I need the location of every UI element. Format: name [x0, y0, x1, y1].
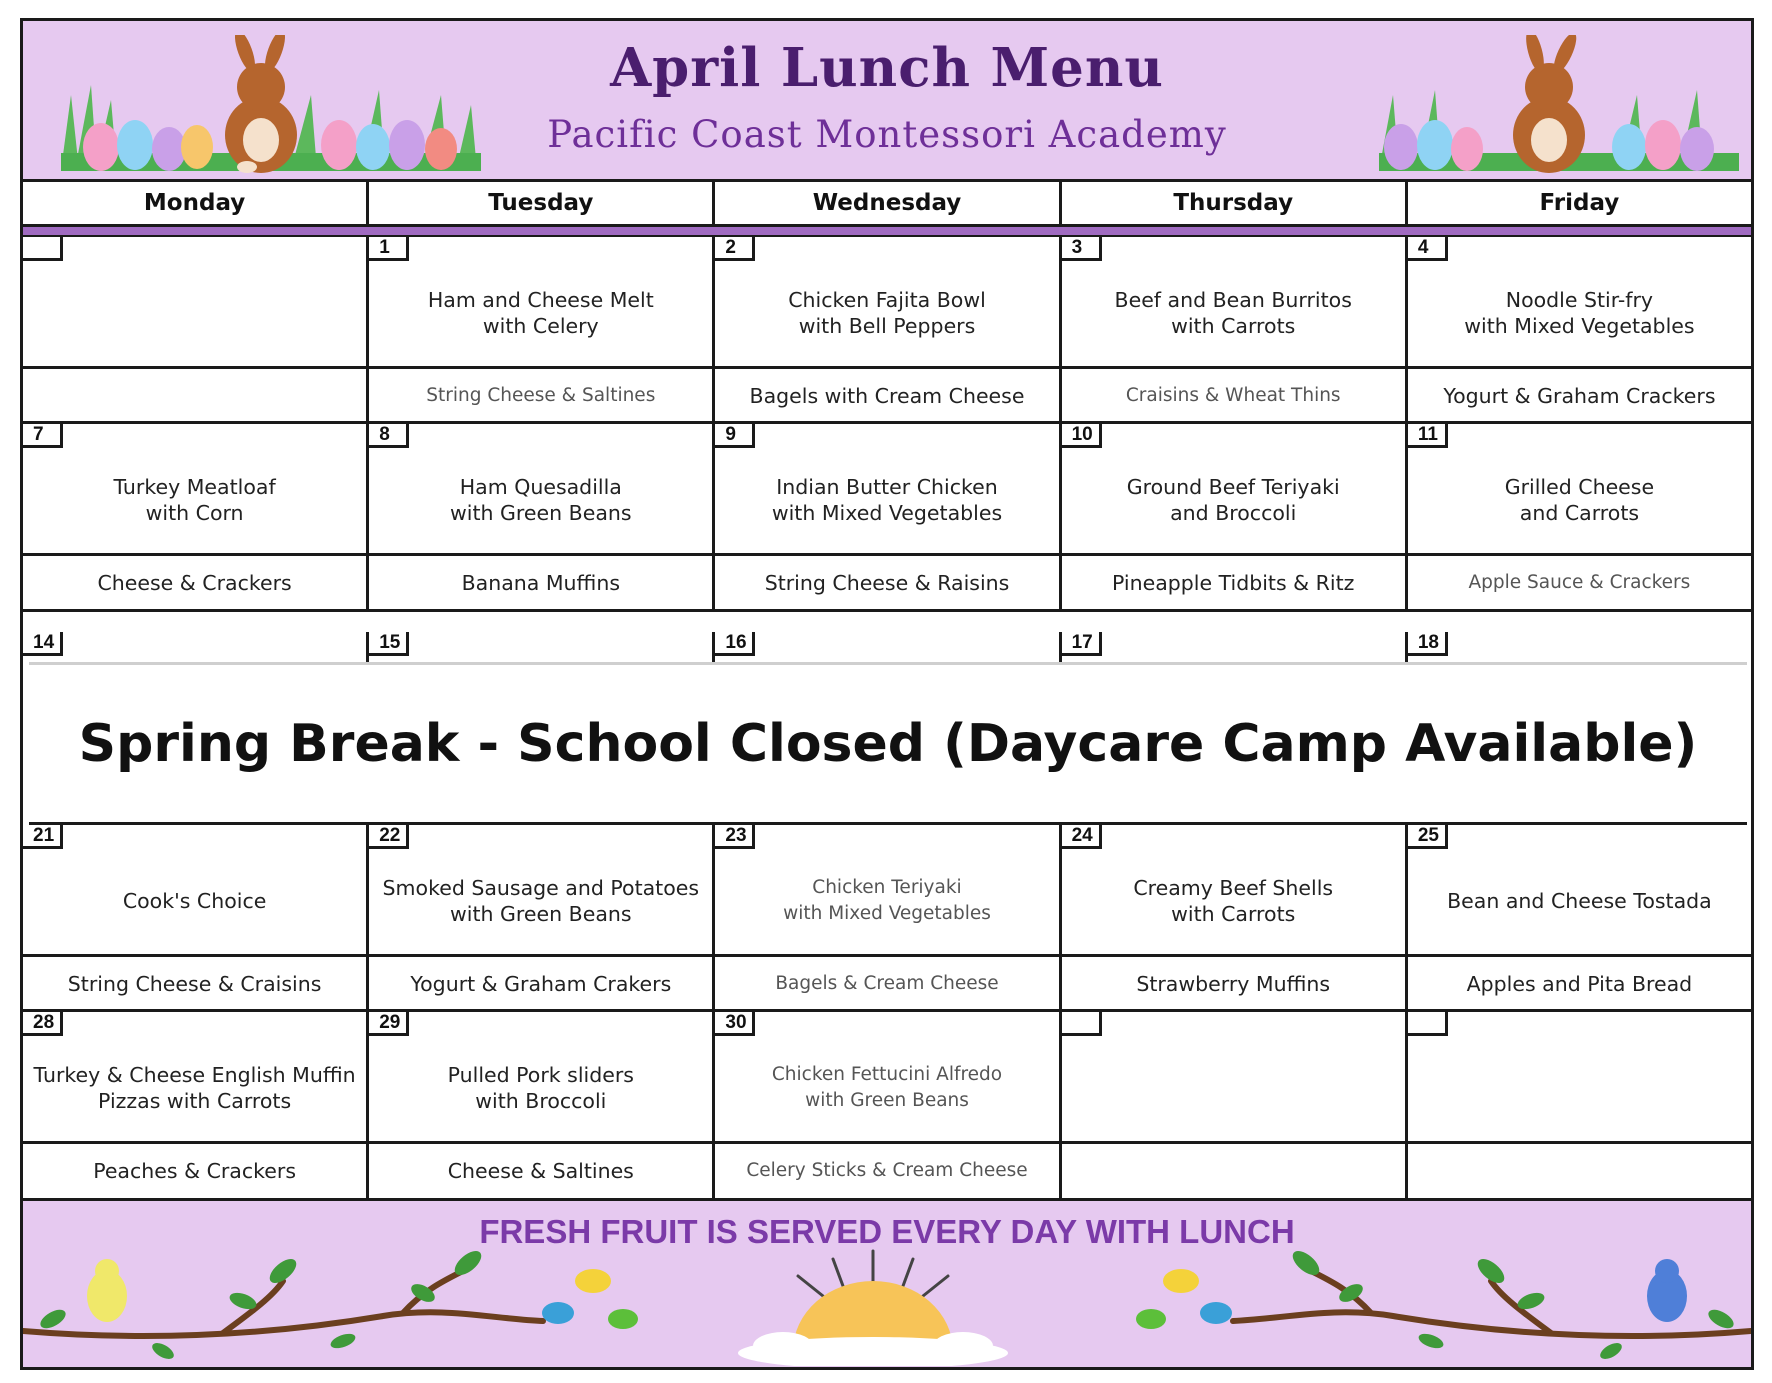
snack-item: Strawberry Muffins: [1136, 971, 1331, 996]
day-cell: [715, 237, 1061, 421]
lunch-item: Indian Butter Chicken with Mixed Vegetables: [715, 424, 1058, 556]
snack-item: Apple Sauce & Crackers: [1468, 572, 1691, 593]
lunch-item: Ham and Cheese Melt with Celery: [369, 237, 712, 369]
lunch-item: Chicken Fajita Bowl with Bell Peppers: [715, 237, 1058, 369]
date-number: [23, 237, 63, 261]
week-row-2: [23, 424, 1751, 612]
lunch-item: Beef and Bean Burritos with Carrots: [1062, 237, 1405, 369]
snack-item: Pineapple Tidbits & Ritz: [1112, 570, 1355, 595]
weekday-header-wednesday: Wednesday: [715, 182, 1061, 224]
menu-frame: [20, 18, 1754, 1370]
weekday-header-tuesday: Tuesday: [369, 182, 715, 224]
week-row-1: [23, 237, 1751, 424]
date-number: 18: [1408, 632, 1448, 656]
snack-item: Yogurt & Graham Crakers: [410, 971, 672, 996]
snack-item: Bagels & Cream Cheese: [775, 973, 999, 994]
lunch-item: [23, 237, 366, 369]
date-number: 24: [1062, 825, 1102, 849]
snack-item: Banana Muffins: [461, 570, 621, 595]
lunch-item: Chicken Fettucini Alfredo with Green Beans: [715, 1012, 1058, 1144]
lunch-item: Turkey & Cheese English Muffin Pizzas with Carrots: [23, 1012, 366, 1144]
date-number: 21: [23, 825, 63, 849]
lunch-item: Chicken Teriyaki with Mixed Vegetables: [715, 825, 1058, 957]
lunch-item: Noodle Stir-fry with Mixed Vegetables: [1408, 237, 1751, 369]
weekday-header-monday: Monday: [23, 182, 369, 224]
date-number: 8: [369, 424, 409, 448]
day-cell: [1062, 825, 1408, 1009]
day-cell: [1408, 237, 1751, 421]
school-name: Pacific Coast Montessori Academy: [547, 113, 1227, 156]
snack-item: String Cheese & Raisins: [764, 570, 1010, 595]
day-cell: [1408, 1012, 1751, 1198]
date-number: 23: [715, 825, 755, 849]
day-cell: [1062, 237, 1408, 421]
snack-item: Craisins & Wheat Thins: [1125, 385, 1341, 406]
date-number: [1062, 1012, 1102, 1036]
snack-item: String Cheese & Saltines: [426, 385, 656, 406]
snack-item: Bagels with Cream Cheese: [749, 383, 1025, 408]
lunch-item: Ground Beef Teriyaki and Broccoli: [1062, 424, 1405, 556]
lunch-item: Pulled Pork sliders with Broccoli: [369, 1012, 712, 1144]
date-number: 4: [1408, 237, 1448, 261]
snack-item: String Cheese & Craisins: [67, 971, 322, 996]
snack-item: Apples and Pita Bread: [1466, 971, 1693, 996]
fresh-fruit-notice: FRESH FRUIT IS SERVED EVERY DAY WITH LUNCH: [479, 1213, 1295, 1250]
day-cell: [23, 825, 369, 1009]
page-title: April Lunch Menu: [610, 37, 1164, 99]
day-cell: [369, 1012, 715, 1198]
date-number: [1408, 1012, 1448, 1036]
snack-item: Cheese & Saltines: [447, 1158, 634, 1183]
day-cell: [23, 1012, 369, 1198]
day-cell: [1408, 424, 1751, 609]
snack-item: Peaches & Crackers: [93, 1158, 297, 1183]
day-cell: [369, 237, 715, 421]
lunch-item: [1062, 1012, 1405, 1144]
date-number: 28: [23, 1012, 63, 1036]
weekday-header-friday: Friday: [1539, 190, 1620, 216]
weekday-header-thursday: Thursday: [1062, 182, 1408, 224]
spring-break-notice: Spring Break - School Closed (Daycare Camp Available): [29, 662, 1747, 825]
date-number: 1: [369, 237, 409, 261]
day-cell: [715, 1012, 1061, 1198]
snack-item: [23, 369, 366, 422]
date-number: 22: [369, 825, 409, 849]
lunch-item: Cook's Choice: [23, 825, 366, 957]
lunch-item: Creamy Beef Shells with Carrots: [1062, 825, 1405, 957]
day-cell: [23, 237, 369, 421]
snack-item: Celery Sticks & Cream Cheese: [746, 1160, 1028, 1181]
lunch-item: Smoked Sausage and Potatoes with Green Beans: [369, 825, 712, 957]
date-number: 16: [715, 632, 755, 656]
day-cell: [1062, 424, 1408, 609]
lunch-item: Bean and Cheese Tostada: [1408, 825, 1751, 957]
lunch-item: Turkey Meatloaf with Corn: [23, 424, 366, 556]
date-number: 15: [369, 632, 409, 656]
day-cell: [715, 424, 1061, 609]
day-cell: [1062, 1012, 1408, 1198]
lunch-item: Grilled Cheese and Carrots: [1408, 424, 1751, 556]
week-row-4: [23, 825, 1751, 1012]
date-number: 25: [1408, 825, 1448, 849]
date-number: 9: [715, 424, 755, 448]
snack-item: Cheese & Crackers: [97, 570, 292, 595]
birds-sun-illustration: [23, 1241, 1751, 1366]
bunny-eggs-illustration: [1379, 35, 1739, 175]
lunch-item: Ham Quesadilla with Green Beans: [369, 424, 712, 556]
date-number: 11: [1408, 424, 1448, 448]
day-cell: [715, 825, 1061, 1009]
date-number: 10: [1062, 424, 1102, 448]
header-banner: [23, 21, 1751, 179]
footer-banner: [23, 1198, 1751, 1367]
day-cell: [23, 424, 369, 609]
spring-break-date-row: [23, 632, 1751, 662]
snack-item: [1408, 1144, 1751, 1197]
date-number: 14: [23, 632, 63, 656]
day-cell: [369, 424, 715, 609]
date-number: 29: [369, 1012, 409, 1036]
date-number: 2: [715, 237, 755, 261]
date-number: 3: [1062, 237, 1102, 261]
week-row-5: [23, 1012, 1751, 1198]
date-number: 30: [715, 1012, 755, 1036]
snack-item: [1062, 1144, 1405, 1197]
day-cell: [369, 825, 715, 1009]
day-cell: [1408, 825, 1751, 1009]
lunch-item: [1408, 1012, 1751, 1144]
date-number: 17: [1062, 632, 1102, 656]
snack-item: Yogurt & Graham Crackers: [1443, 383, 1716, 408]
header-divider: [23, 227, 1751, 237]
date-number: 7: [23, 424, 63, 448]
weekday-header-row: [23, 179, 1751, 227]
